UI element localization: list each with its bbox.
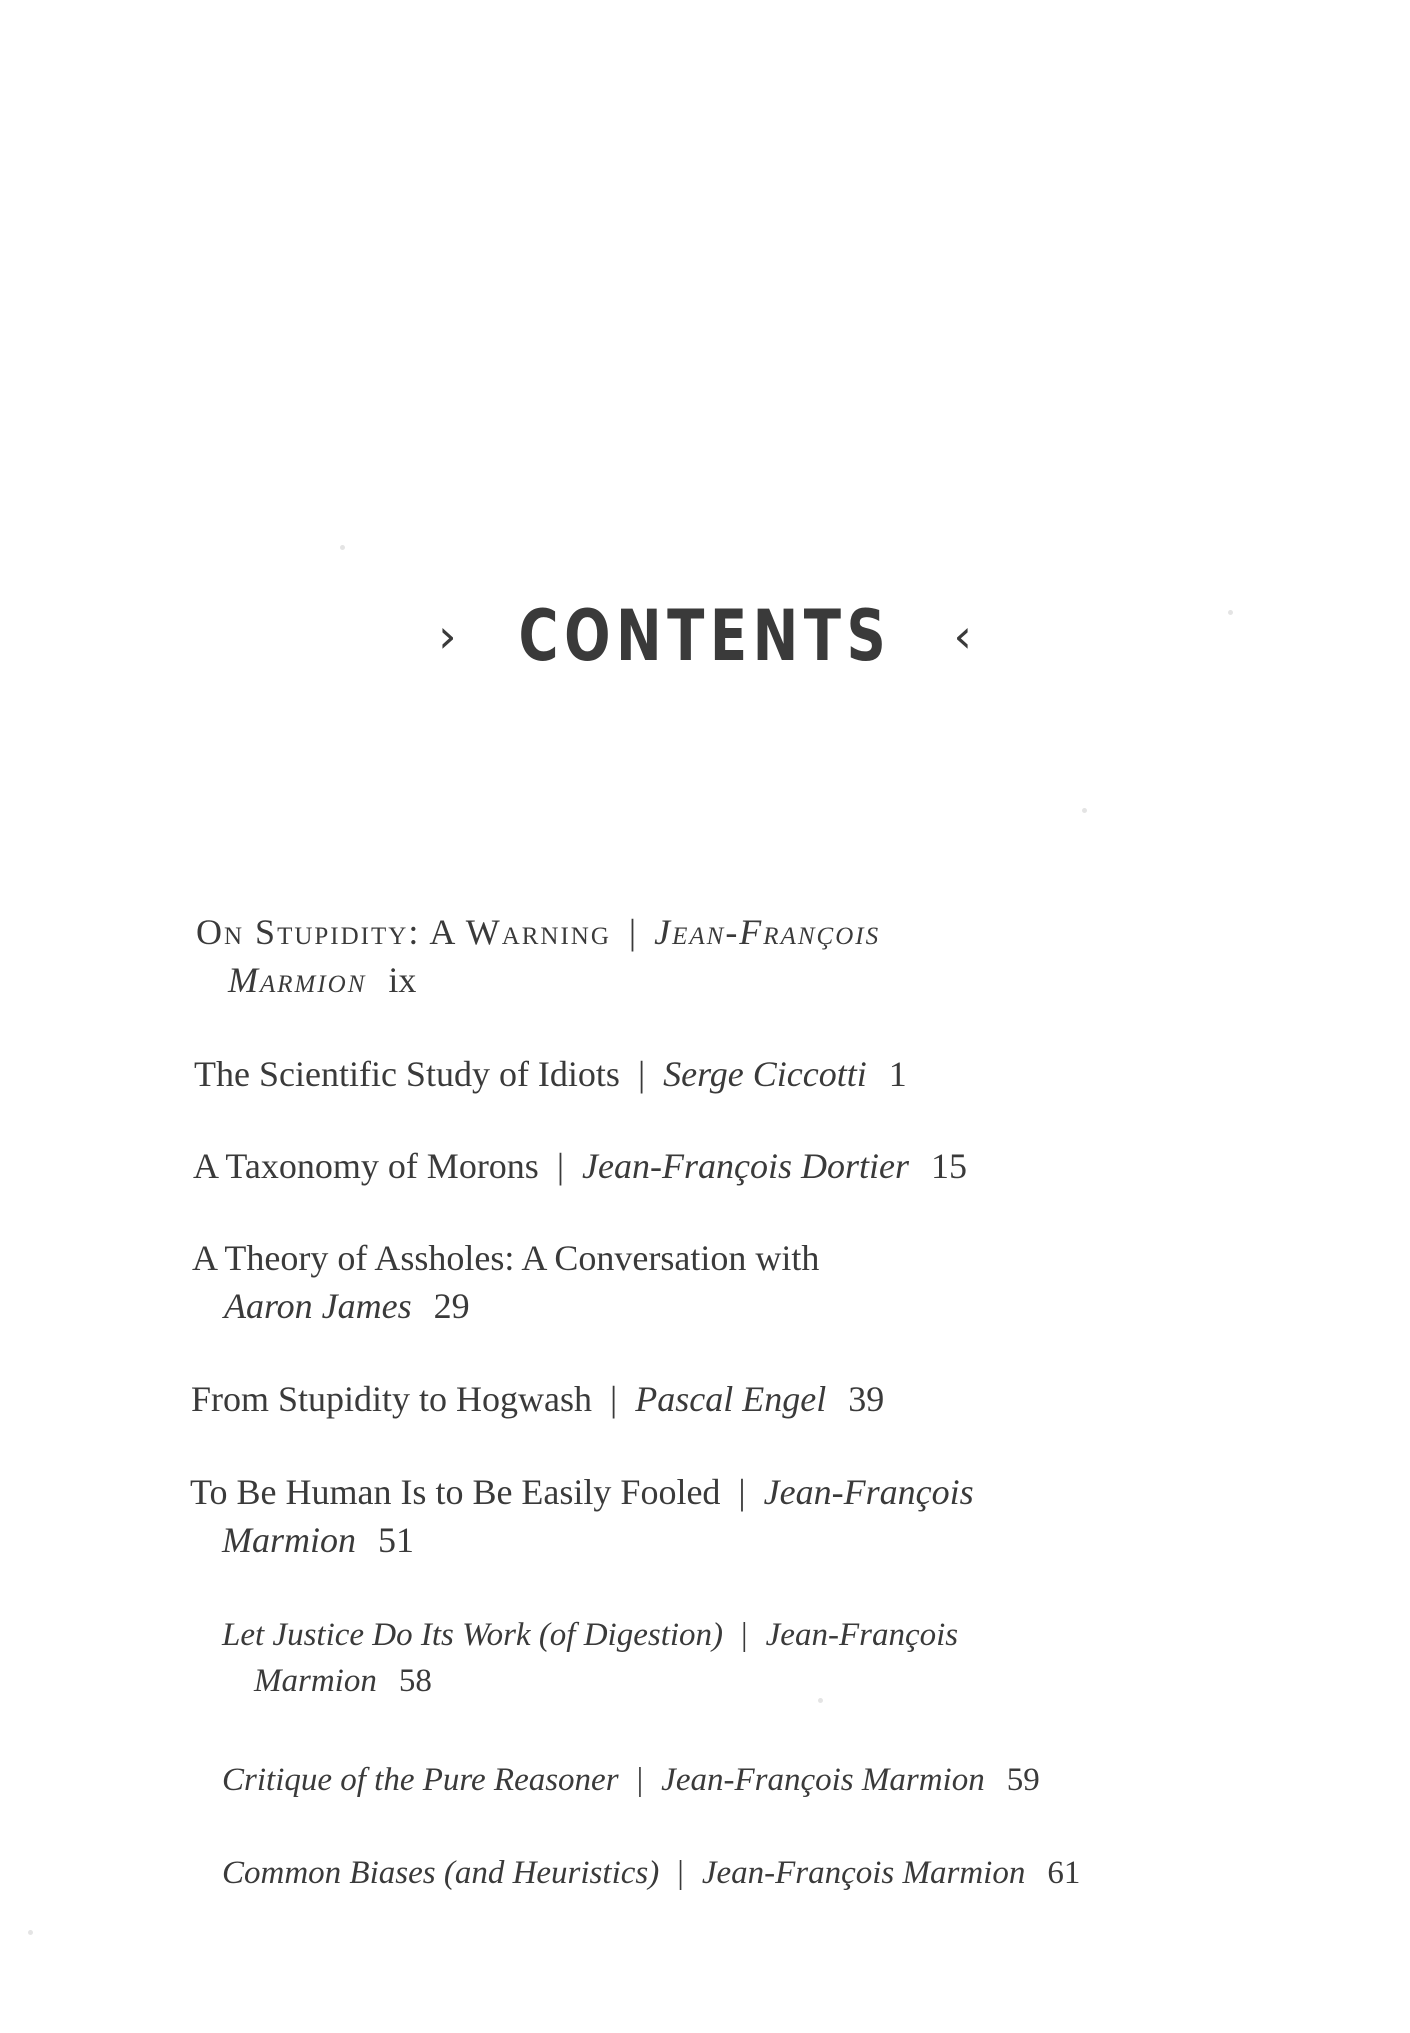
toc-entry-theory-of-assholes[interactable] <box>192 1234 819 1330</box>
right-chevron-icon: ‹ <box>953 609 972 663</box>
entry-author-continued: Marmion <box>222 1520 356 1560</box>
entry-page-number: 15 <box>930 1146 967 1186</box>
entry-author: Jean-François <box>765 1617 959 1653</box>
entry-separator: | <box>637 1054 646 1094</box>
entry-title: A Theory of Assholes: A Conversation with <box>192 1238 820 1278</box>
entry-author: Jean-François <box>654 912 881 952</box>
entry-author-continued: Marmion <box>254 1663 377 1699</box>
entry-page-number: 29 <box>433 1286 470 1326</box>
scan-speck <box>818 1698 823 1703</box>
toc-subentry-let-justice[interactable] <box>222 1612 958 1704</box>
entry-title: Common Biases (and Heuristics) <box>222 1855 660 1891</box>
toc-entry-taxonomy[interactable] <box>193 1142 967 1190</box>
entry-title: Critique of the Pure Reasoner <box>222 1762 619 1798</box>
entry-separator: | <box>628 912 637 952</box>
entry-author: Jean-François <box>763 1472 974 1512</box>
contents-title: CONTENTS <box>518 595 892 677</box>
entry-page-number: 1 <box>888 1054 907 1094</box>
left-chevron-icon: › <box>438 609 457 663</box>
entry-page-number: 58 <box>398 1663 432 1699</box>
entry-title: A Taxonomy of Morons <box>193 1146 539 1186</box>
contents-heading <box>0 595 1410 677</box>
scan-speck <box>28 1930 33 1935</box>
entry-title: On Stupidity: A Warning <box>196 912 611 952</box>
entry-page-number: 59 <box>1006 1762 1040 1798</box>
entry-separator: | <box>610 1379 618 1419</box>
entry-page-number: 61 <box>1047 1855 1081 1891</box>
toc-entry-scientific-study[interactable] <box>194 1050 907 1098</box>
entry-author: Jean-François Dortier <box>582 1146 909 1186</box>
entry-title: The Scientific Study of Idiots <box>194 1054 620 1094</box>
entry-page-number: 51 <box>378 1520 414 1560</box>
scan-speck <box>340 545 345 550</box>
entry-author: Serge Ciccotti <box>663 1054 867 1094</box>
entry-separator: | <box>738 1472 746 1512</box>
toc-entry-stupidity-to-hogwash[interactable] <box>191 1375 884 1423</box>
toc-entry-on-stupidity[interactable] <box>196 908 880 1004</box>
entry-separator: | <box>556 1146 565 1186</box>
entry-author: Pascal Engel <box>635 1379 827 1419</box>
entry-title: To Be Human Is to Be Easily Fooled <box>190 1472 721 1512</box>
entry-author-continued: Marmion <box>228 960 367 1000</box>
entry-page-number: ix <box>388 960 417 1000</box>
toc-entry-easily-fooled[interactable] <box>190 1468 974 1564</box>
entry-title: Let Justice Do Its Work (of Digestion) <box>222 1617 724 1653</box>
entry-author: Jean-François Marmion <box>701 1855 1026 1891</box>
scan-speck <box>1082 808 1087 813</box>
entry-author: Jean-François Marmion <box>661 1762 985 1798</box>
entry-author: Aaron James <box>224 1286 412 1326</box>
entry-separator: | <box>677 1855 684 1891</box>
entry-separator: | <box>741 1617 748 1653</box>
scan-speck <box>1228 610 1233 615</box>
entry-title: From Stupidity to Hogwash <box>191 1379 593 1419</box>
toc-subentry-pure-reasoner[interactable] <box>222 1757 1040 1803</box>
entry-separator: | <box>636 1762 644 1798</box>
toc-subentry-common-biases[interactable] <box>222 1850 1080 1896</box>
entry-page-number: 39 <box>848 1379 885 1419</box>
